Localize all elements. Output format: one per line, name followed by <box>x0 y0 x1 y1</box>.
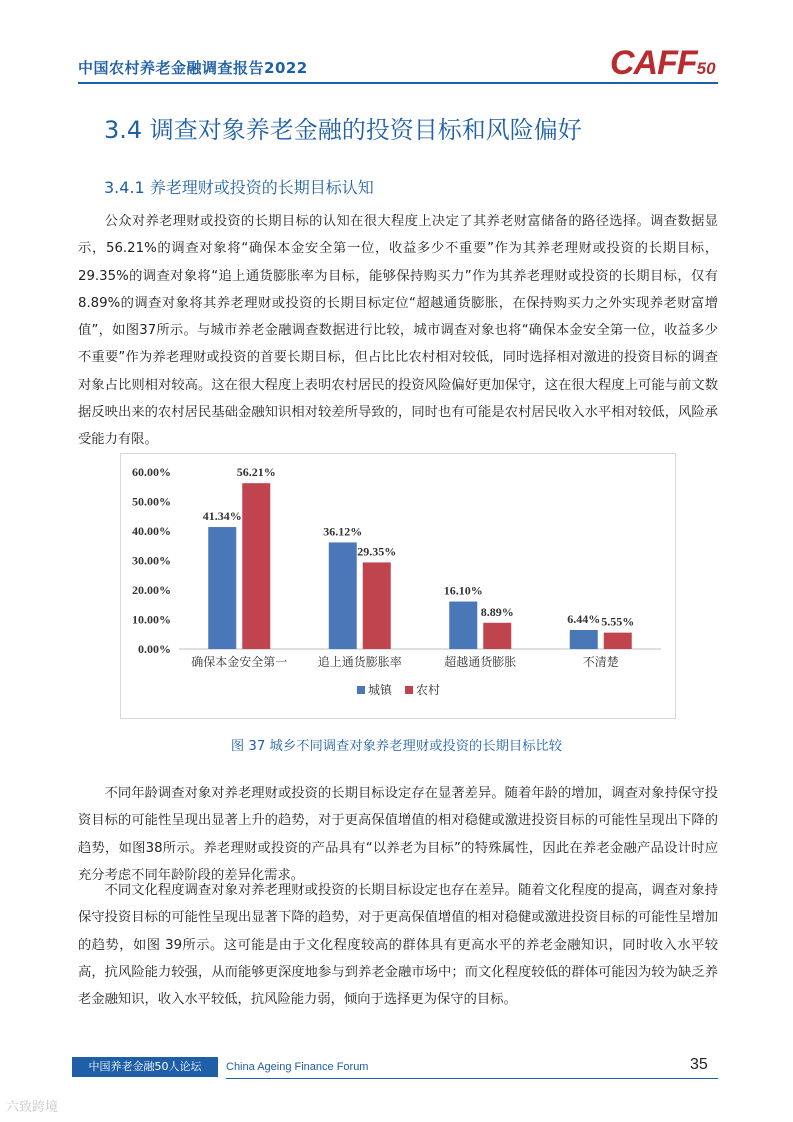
bar-urban <box>570 630 598 649</box>
footer-english-name: China Ageing Finance Forum <box>226 1061 369 1073</box>
y-tick-label: 30.00% <box>132 553 171 568</box>
y-tick-label: 0.00% <box>138 642 171 656</box>
y-tick-label: 50.00% <box>132 494 171 509</box>
bar-rural <box>363 562 391 649</box>
legend-label: 农村 <box>416 683 441 697</box>
section-title: 3.4 调查对象养老金融的投资目标和风险偏好 <box>104 116 582 144</box>
x-category-label: 超越通货膨胀 <box>444 655 517 669</box>
data-label: 36.12% <box>323 524 363 539</box>
legend-label: 城镇 <box>368 683 393 697</box>
footer-rule <box>226 1078 718 1079</box>
logo-number: 50 <box>696 59 716 78</box>
bar-rural <box>604 633 632 649</box>
y-tick-label: 60.00% <box>132 465 171 479</box>
y-tick-label: 10.00% <box>132 612 171 627</box>
figure-caption: 图 37 城乡不同调查对象养老理财或投资的长期目标比较 <box>230 739 563 754</box>
page-number: 35 <box>690 1056 708 1073</box>
caff-logo <box>610 44 716 83</box>
y-tick-label: 20.00% <box>132 583 171 597</box>
data-label: 41.34% <box>202 509 242 524</box>
report-header-title: 中国农村养老金融调查报告2022 <box>78 59 308 77</box>
footer-forum-badge: 中国养老金融50人论坛 <box>72 1057 218 1077</box>
watermark: 六致跨境 <box>6 1100 59 1115</box>
header-rule <box>78 82 718 84</box>
bar-urban <box>449 602 477 649</box>
x-category-label: 不清楚 <box>582 655 619 669</box>
x-category-label: 确保本金安全第一 <box>191 655 288 669</box>
subsection-title: 3.4.1 养老理财或投资的长期目标认知 <box>104 178 374 197</box>
data-label: 8.89% <box>480 604 514 619</box>
bar-rural <box>483 623 511 649</box>
body-paragraph-3: 不同文化程度调查对象对养老理财或投资的长期目标设定也存在差异。随着文化程度的提高，调查对象持保守投资目标的可能性呈现出显著下降的趋势，对于更高保值增值的相对稳健或激进投资目标的可能性呈增加的趋势，如图 39所示。这可能是由于文化程度较高的群体具有更高水平的养老金融知识，同时收入水平较高，抗风险能力较强，从而能够更深度地参与到养老金融市场中；而文化程度较低的群体可能因为较为缺乏养老金融知识，收入水平较低，抗风险能力弱，倾向于选择更为保守的目标。 <box>78 883 718 1008</box>
bar-chart <box>121 454 675 718</box>
bar-urban <box>329 542 357 649</box>
legend-swatch <box>405 686 413 694</box>
x-category-label: 追上通货膨胀率 <box>317 655 402 669</box>
bar-urban <box>208 527 236 649</box>
logo-text: CAFF <box>610 44 697 82</box>
data-label: 29.35% <box>357 544 397 559</box>
body-paragraph-2: 不同年龄调查对象对养老理财或投资的长期目标设定存在显著差异。随着年龄的增加，调查对象持保守投资目标的可能性呈现出显著上升的趋势，对于更高保值增值的相对稳健或激进投资目标的可能性呈现出下降的趋势，如图38所示。养老理财或投资的产品具有“以养老为目标”的特殊属性，因此在养老金融产品设计时应充分考虑不同年龄阶段的差异化需求。 <box>78 786 718 883</box>
legend-swatch <box>357 686 365 694</box>
data-label: 16.10% <box>443 583 483 598</box>
data-label: 6.44% <box>567 612 601 627</box>
data-label: 5.55% <box>601 614 635 629</box>
figure-37-chart <box>120 453 676 719</box>
bar-rural <box>242 483 270 649</box>
y-tick-label: 40.00% <box>132 524 171 538</box>
data-label: 56.21% <box>236 465 276 480</box>
body-paragraph-1: 公众对养老理财或投资的长期目标的认知在很大程度上决定了其养老财富储备的路径选择。调查数据显示，56.21%的调查对象将“确保本金安全第一位，收益多少不重要”作为其养老理财或投资的长期目标，29.35%的调查对象将“追上通货膨胀率为目标，能够保持购买力”作为其养老理财或投资的长期目标，仅有8.89%的调查对象将其养老理财或投资的长期目标定位“超越通货膨胀，在保持购买力之外实现养老财富增值”，如图37所示。与城市养老金融调查数据进行比较，城市调查对象也将“确保本金安全第一位，收益多少不重要”作为养老理财或投资的首要长期目标，但占比比农村相对较低，同时选择相对激进的投资目标的调查对象占比则相对较高。这在很大程度上表明农村居民的投资风险偏好更加保守，这在很大程度上可能与前文数据反映出来的农村居民基础金融知识相对较差所导致的，同时也有可能是农村居民收入水平相对较低，风险承受能力有限。 <box>78 214 718 448</box>
